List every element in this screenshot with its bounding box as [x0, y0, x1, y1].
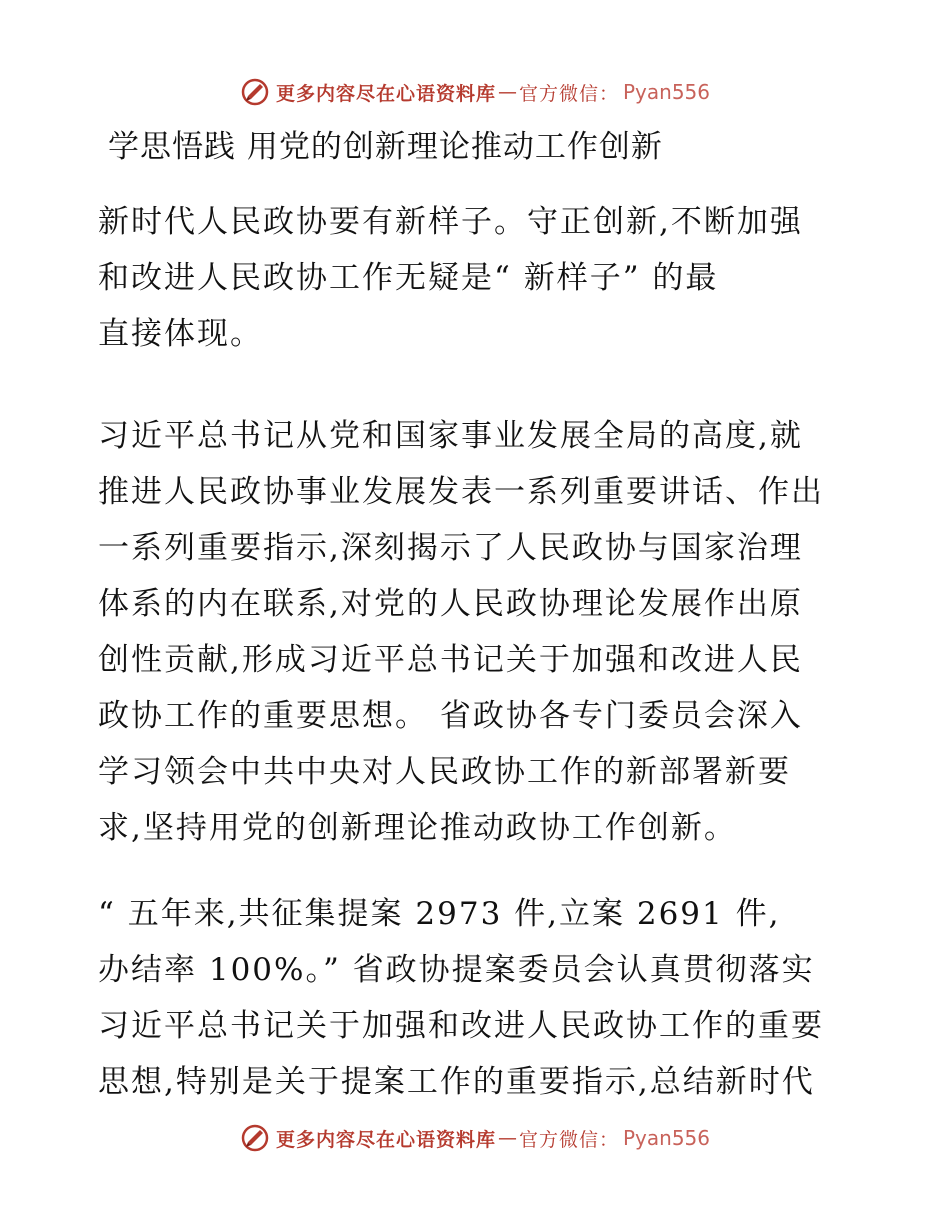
- paragraph-line: 创性贡献,形成习近平总书记关于加强和改进人民: [98, 642, 803, 678]
- paragraph-line: 办结率 100%。” 省政协提案委员会认真贯彻落实: [98, 952, 815, 988]
- paragraph-line: 直接体现。: [98, 316, 263, 352]
- footer-banner: [0, 1118, 950, 1158]
- paragraph-line: 求,坚持用党的创新理论推动政协工作创新。: [98, 810, 737, 846]
- paragraph-line: “ 五年来,共征集提案 2973 件,立案 2691 件,: [98, 896, 781, 932]
- paragraph-line: 一系列重要指示,深刻揭示了人民政协与国家治理: [98, 530, 803, 566]
- header-wechat-id: Pyan556: [623, 80, 711, 104]
- paragraph-line: 政协工作的重要思想。 省政协各专门委员会深入: [98, 698, 803, 734]
- paragraph-line: 体系的内在联系,对党的人民政协理论发展作出原: [98, 586, 803, 622]
- paragraph-1: [98, 194, 858, 362]
- paragraph-2: [98, 408, 858, 856]
- footer-brand-text: 更多内容尽在心语资料库: [275, 1128, 496, 1151]
- header-brand-text: 更多内容尽在心语资料库: [275, 82, 496, 105]
- header-wechat-label: 官方微信：: [518, 82, 619, 105]
- paragraph-line: 习近平总书记从党和国家事业发展全局的高度,就: [98, 418, 803, 454]
- paragraph-line: 习近平总书记关于加强和改进人民政协工作的重要: [98, 1008, 824, 1044]
- paragraph-3: [98, 886, 858, 1110]
- footer-separator: —: [497, 1127, 517, 1149]
- paragraph-line: 推进人民政协事业发展发表一系列重要讲话、作出: [98, 474, 824, 510]
- paragraph-line: 新时代人民政协要有新样子。守正创新,不断加强: [98, 204, 803, 240]
- header-separator: —: [497, 81, 517, 103]
- brand-logo-icon: [240, 77, 270, 107]
- footer-wechat-label: 官方微信：: [518, 1128, 619, 1151]
- paragraph-line: 学习领会中共中央对人民政协工作的新部署新要: [98, 754, 791, 790]
- document-title: 学思悟践 用党的创新理论推动工作创新: [108, 129, 663, 165]
- footer-wechat-id: Pyan556: [623, 1126, 711, 1150]
- paragraph-line: 和改进人民政协工作无疑是“ 新样子” 的最: [98, 260, 719, 296]
- brand-logo-icon: [240, 1123, 270, 1153]
- header-banner: [0, 72, 950, 112]
- paragraph-line: 思想,特别是关于提案工作的重要指示,总结新时代: [98, 1064, 815, 1100]
